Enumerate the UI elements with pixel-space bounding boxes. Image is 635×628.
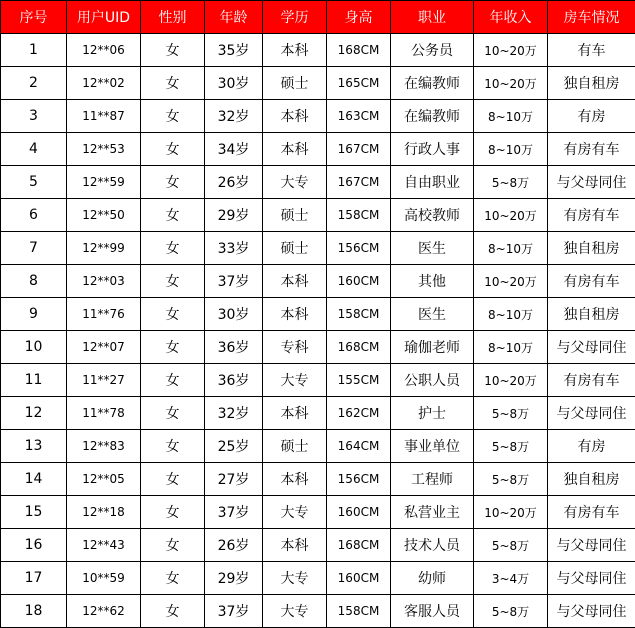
- cell-index[interactable]: 3: [1, 100, 67, 133]
- cell-index[interactable]: 15: [1, 496, 67, 529]
- column-header-income[interactable]: 年收入: [474, 1, 548, 34]
- cell-gender[interactable]: 女: [141, 232, 205, 265]
- cell-occupation[interactable]: 护士: [391, 397, 474, 430]
- cell-uid[interactable]: 12**83: [67, 430, 141, 463]
- cell-income[interactable]: 10~20万: [474, 364, 548, 397]
- cell-uid[interactable]: 12**05: [67, 463, 141, 496]
- cell-uid[interactable]: 12**62: [67, 595, 141, 628]
- cell-income[interactable]: 5~8万: [474, 463, 548, 496]
- cell-uid[interactable]: 11**76: [67, 298, 141, 331]
- cell-height[interactable]: 155CM: [327, 364, 391, 397]
- table-row: [1, 430, 635, 463]
- cell-gender[interactable]: 女: [141, 562, 205, 595]
- cell-index[interactable]: 12: [1, 397, 67, 430]
- cell-education[interactable]: 大专: [263, 595, 327, 628]
- cell-housing[interactable]: 独自租房: [548, 232, 635, 265]
- cell-index[interactable]: 5: [1, 166, 67, 199]
- cell-age[interactable]: 29岁: [205, 562, 263, 595]
- table-row: [1, 100, 635, 133]
- cell-income[interactable]: 8~10万: [474, 232, 548, 265]
- cell-housing[interactable]: 有房有车: [548, 133, 635, 166]
- cell-housing[interactable]: 与父母同住: [548, 562, 635, 595]
- table-row: [1, 595, 635, 628]
- cell-height[interactable]: 168CM: [327, 529, 391, 562]
- cell-income[interactable]: 5~8万: [474, 430, 548, 463]
- table-row: [1, 463, 635, 496]
- cell-age[interactable]: 25岁: [205, 430, 263, 463]
- cell-occupation[interactable]: 医生: [391, 298, 474, 331]
- cell-uid[interactable]: 12**50: [67, 199, 141, 232]
- table-row: [1, 166, 635, 199]
- cell-occupation[interactable]: 技术人员: [391, 529, 474, 562]
- cell-index[interactable]: 10: [1, 331, 67, 364]
- cell-age[interactable]: 30岁: [205, 67, 263, 100]
- cell-uid[interactable]: 12**18: [67, 496, 141, 529]
- table-row: [1, 496, 635, 529]
- table-header: [1, 1, 635, 34]
- table-row: [1, 562, 635, 595]
- cell-index[interactable]: 8: [1, 265, 67, 298]
- cell-income[interactable]: 10~20万: [474, 34, 548, 67]
- cell-education[interactable]: 本科: [263, 265, 327, 298]
- cell-uid[interactable]: 10**59: [67, 562, 141, 595]
- cell-education[interactable]: 大专: [263, 562, 327, 595]
- cell-gender[interactable]: 女: [141, 67, 205, 100]
- cell-income[interactable]: 5~8万: [474, 397, 548, 430]
- header-row: [1, 1, 635, 34]
- cell-income[interactable]: 5~8万: [474, 529, 548, 562]
- cell-education[interactable]: 大专: [263, 364, 327, 397]
- cell-occupation[interactable]: 客服人员: [391, 595, 474, 628]
- column-header-index[interactable]: 序号: [1, 1, 67, 34]
- cell-gender[interactable]: 女: [141, 595, 205, 628]
- cell-income[interactable]: 10~20万: [474, 67, 548, 100]
- cell-age[interactable]: 36岁: [205, 331, 263, 364]
- table-row: [1, 34, 635, 67]
- cell-index[interactable]: 18: [1, 595, 67, 628]
- cell-uid[interactable]: 11**87: [67, 100, 141, 133]
- cell-education[interactable]: 本科: [263, 133, 327, 166]
- cell-housing[interactable]: 有车: [548, 34, 635, 67]
- cell-index[interactable]: 4: [1, 133, 67, 166]
- cell-occupation[interactable]: 公职人员: [391, 364, 474, 397]
- cell-uid[interactable]: 12**99: [67, 232, 141, 265]
- cell-index[interactable]: 1: [1, 34, 67, 67]
- cell-gender[interactable]: 女: [141, 265, 205, 298]
- cell-education[interactable]: 专科: [263, 331, 327, 364]
- cell-uid[interactable]: 12**07: [67, 331, 141, 364]
- cell-gender[interactable]: 女: [141, 430, 205, 463]
- cell-housing[interactable]: 与父母同住: [548, 529, 635, 562]
- cell-age[interactable]: 36岁: [205, 364, 263, 397]
- cell-occupation[interactable]: 私营业主: [391, 496, 474, 529]
- cell-education[interactable]: 硕士: [263, 67, 327, 100]
- cell-height[interactable]: 158CM: [327, 298, 391, 331]
- cell-uid[interactable]: 12**02: [67, 67, 141, 100]
- cell-education[interactable]: 本科: [263, 397, 327, 430]
- cell-occupation[interactable]: 在编教师: [391, 67, 474, 100]
- cell-height[interactable]: 160CM: [327, 496, 391, 529]
- cell-height[interactable]: 168CM: [327, 34, 391, 67]
- cell-index[interactable]: 17: [1, 562, 67, 595]
- cell-height[interactable]: 158CM: [327, 595, 391, 628]
- column-header-age[interactable]: 年龄: [205, 1, 263, 34]
- cell-height[interactable]: 160CM: [327, 562, 391, 595]
- cell-income[interactable]: 8~10万: [474, 298, 548, 331]
- cell-occupation[interactable]: 在编教师: [391, 100, 474, 133]
- cell-index[interactable]: 9: [1, 298, 67, 331]
- cell-uid[interactable]: 11**27: [67, 364, 141, 397]
- cell-gender[interactable]: 女: [141, 529, 205, 562]
- table-row: [1, 67, 635, 100]
- cell-age[interactable]: 33岁: [205, 232, 263, 265]
- cell-education[interactable]: 本科: [263, 463, 327, 496]
- cell-income[interactable]: 10~20万: [474, 265, 548, 298]
- cell-gender[interactable]: 女: [141, 496, 205, 529]
- cell-income[interactable]: 3~4万: [474, 562, 548, 595]
- cell-housing[interactable]: 独自租房: [548, 298, 635, 331]
- cell-income[interactable]: 5~8万: [474, 595, 548, 628]
- cell-height[interactable]: 156CM: [327, 463, 391, 496]
- cell-gender[interactable]: 女: [141, 133, 205, 166]
- cell-index[interactable]: 6: [1, 199, 67, 232]
- cell-housing[interactable]: 有房: [548, 100, 635, 133]
- cell-height[interactable]: 162CM: [327, 397, 391, 430]
- cell-age[interactable]: 34岁: [205, 133, 263, 166]
- cell-height[interactable]: 163CM: [327, 100, 391, 133]
- cell-height[interactable]: 160CM: [327, 265, 391, 298]
- cell-occupation[interactable]: 行政人事: [391, 133, 474, 166]
- cell-occupation[interactable]: 医生: [391, 232, 474, 265]
- cell-height[interactable]: 168CM: [327, 331, 391, 364]
- cell-age[interactable]: 37岁: [205, 265, 263, 298]
- column-header-education[interactable]: 学历: [263, 1, 327, 34]
- cell-housing[interactable]: 与父母同住: [548, 397, 635, 430]
- cell-housing[interactable]: 独自租房: [548, 67, 635, 100]
- cell-income[interactable]: 5~8万: [474, 166, 548, 199]
- cell-education[interactable]: 硕士: [263, 199, 327, 232]
- cell-education[interactable]: 本科: [263, 100, 327, 133]
- cell-housing[interactable]: 有房: [548, 430, 635, 463]
- cell-index[interactable]: 13: [1, 430, 67, 463]
- cell-occupation[interactable]: 自由职业: [391, 166, 474, 199]
- cell-gender[interactable]: 女: [141, 298, 205, 331]
- cell-height[interactable]: 167CM: [327, 133, 391, 166]
- table-row: [1, 133, 635, 166]
- table-row: [1, 232, 635, 265]
- cell-height[interactable]: 167CM: [327, 166, 391, 199]
- column-header-uid[interactable]: 用户UID: [67, 1, 141, 34]
- cell-gender[interactable]: 女: [141, 364, 205, 397]
- cell-age[interactable]: 37岁: [205, 595, 263, 628]
- cell-index[interactable]: 16: [1, 529, 67, 562]
- cell-age[interactable]: 26岁: [205, 529, 263, 562]
- table-row: [1, 397, 635, 430]
- cell-income[interactable]: 8~10万: [474, 133, 548, 166]
- table-row: [1, 364, 635, 397]
- cell-occupation[interactable]: 高校教师: [391, 199, 474, 232]
- cell-income[interactable]: 10~20万: [474, 496, 548, 529]
- cell-gender[interactable]: 女: [141, 397, 205, 430]
- cell-age[interactable]: 26岁: [205, 166, 263, 199]
- cell-education[interactable]: 本科: [263, 298, 327, 331]
- cell-occupation[interactable]: 工程师: [391, 463, 474, 496]
- cell-occupation[interactable]: 公务员: [391, 34, 474, 67]
- cell-index[interactable]: 11: [1, 364, 67, 397]
- column-header-gender[interactable]: 性别: [141, 1, 205, 34]
- cell-height[interactable]: 156CM: [327, 232, 391, 265]
- cell-education[interactable]: 硕士: [263, 430, 327, 463]
- cell-occupation[interactable]: 其他: [391, 265, 474, 298]
- cell-housing[interactable]: 有房有车: [548, 496, 635, 529]
- cell-uid[interactable]: 11**78: [67, 397, 141, 430]
- cell-height[interactable]: 158CM: [327, 199, 391, 232]
- cell-occupation[interactable]: 事业单位: [391, 430, 474, 463]
- cell-housing[interactable]: 与父母同住: [548, 331, 635, 364]
- cell-height[interactable]: 165CM: [327, 67, 391, 100]
- cell-housing[interactable]: 与父母同住: [548, 166, 635, 199]
- cell-education[interactable]: 大专: [263, 166, 327, 199]
- cell-gender[interactable]: 女: [141, 166, 205, 199]
- cell-education[interactable]: 本科: [263, 529, 327, 562]
- cell-index[interactable]: 2: [1, 67, 67, 100]
- cell-age[interactable]: 35岁: [205, 34, 263, 67]
- cell-index[interactable]: 7: [1, 232, 67, 265]
- table-row: [1, 529, 635, 562]
- cell-age[interactable]: 29岁: [205, 199, 263, 232]
- cell-income[interactable]: 10~20万: [474, 199, 548, 232]
- cell-education[interactable]: 本科: [263, 34, 327, 67]
- cell-housing[interactable]: 与父母同住: [548, 595, 635, 628]
- cell-housing[interactable]: 有房有车: [548, 364, 635, 397]
- cell-housing[interactable]: 独自租房: [548, 463, 635, 496]
- cell-occupation[interactable]: 瑜伽老师: [391, 331, 474, 364]
- cell-index[interactable]: 14: [1, 463, 67, 496]
- cell-uid[interactable]: 12**43: [67, 529, 141, 562]
- cell-education[interactable]: 大专: [263, 496, 327, 529]
- cell-age[interactable]: 27岁: [205, 463, 263, 496]
- cell-age[interactable]: 37岁: [205, 496, 263, 529]
- cell-uid[interactable]: 12**59: [67, 166, 141, 199]
- cell-gender[interactable]: 女: [141, 100, 205, 133]
- cell-gender[interactable]: 女: [141, 34, 205, 67]
- cell-age[interactable]: 32岁: [205, 397, 263, 430]
- table-row: [1, 199, 635, 232]
- cell-housing[interactable]: 有房有车: [548, 199, 635, 232]
- cell-age[interactable]: 30岁: [205, 298, 263, 331]
- cell-occupation[interactable]: 幼师: [391, 562, 474, 595]
- table-row: [1, 265, 635, 298]
- cell-gender[interactable]: 女: [141, 463, 205, 496]
- cell-height[interactable]: 164CM: [327, 430, 391, 463]
- table-body: [1, 34, 635, 628]
- column-header-occupation[interactable]: 职业: [391, 1, 474, 34]
- cell-uid[interactable]: 12**06: [67, 34, 141, 67]
- cell-education[interactable]: 硕士: [263, 232, 327, 265]
- table-row: [1, 298, 635, 331]
- cell-uid[interactable]: 12**03: [67, 265, 141, 298]
- cell-uid[interactable]: 12**53: [67, 133, 141, 166]
- table-row: [1, 331, 635, 364]
- cell-gender[interactable]: 女: [141, 199, 205, 232]
- cell-income[interactable]: 8~10万: [474, 100, 548, 133]
- cell-gender[interactable]: 女: [141, 331, 205, 364]
- column-header-housing[interactable]: 房车情况: [548, 1, 635, 34]
- cell-housing[interactable]: 有房有车: [548, 265, 635, 298]
- cell-age[interactable]: 32岁: [205, 100, 263, 133]
- cell-income[interactable]: 8~10万: [474, 331, 548, 364]
- column-header-height[interactable]: 身高: [327, 1, 391, 34]
